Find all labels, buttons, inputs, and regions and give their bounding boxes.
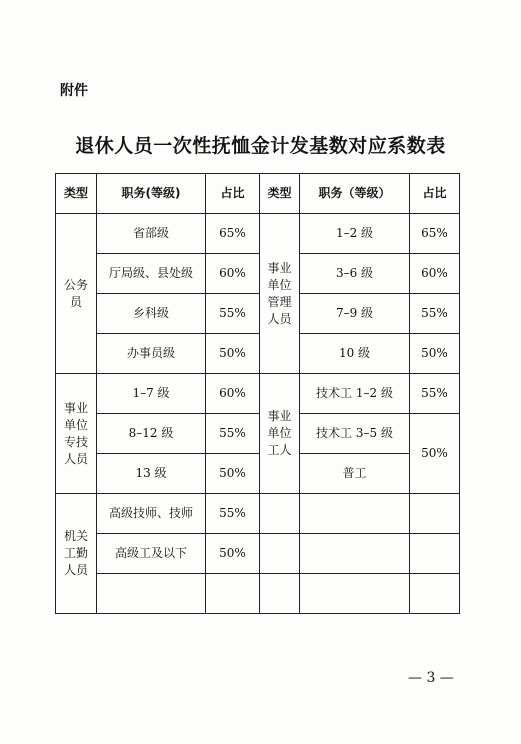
right-ratio-cell: 65% — [410, 214, 460, 254]
table-row — [56, 214, 460, 254]
right-position-cell: 普工 — [300, 454, 410, 494]
left-ratio-cell: 55% — [206, 294, 260, 334]
group-institution-mgmt — [260, 214, 300, 374]
empty-cell — [260, 574, 300, 614]
table-row — [56, 414, 460, 454]
group-label: 公务员 — [64, 277, 89, 309]
empty-cell — [260, 534, 300, 574]
left-position-cell: 高级技师、技师 — [97, 494, 206, 534]
left-position-cell: 8–12 级 — [97, 414, 206, 454]
page-number: — 3 — — [408, 670, 454, 686]
header-left-ratio: 占比 — [206, 174, 260, 214]
left-position-cell: 13 级 — [97, 454, 206, 494]
table-row — [56, 374, 460, 414]
left-ratio-cell: 50% — [206, 454, 260, 494]
empty-cell — [410, 574, 460, 614]
table-row — [56, 254, 460, 294]
group-label: 机关工勤人员 — [64, 529, 89, 577]
table-row — [56, 294, 460, 334]
right-position-cell: 技术工 3–5 级 — [300, 414, 410, 454]
left-ratio-cell: 65% — [206, 214, 260, 254]
document-title: 退休人员一次性抚恤金计发基数对应系数表 — [75, 135, 446, 157]
group-label: 事业单位工人 — [267, 409, 292, 457]
table-row — [56, 334, 460, 374]
empty-cell — [300, 534, 410, 574]
right-position-cell: 3–6 级 — [300, 254, 410, 294]
header-right-position: 职务（等级） — [300, 174, 410, 214]
empty-cell — [260, 494, 300, 534]
left-position-cell: 乡科级 — [97, 294, 206, 334]
left-position-cell: 1–7 级 — [97, 374, 206, 414]
group-agency-worker — [56, 494, 97, 614]
right-position-cell: 1–2 级 — [300, 214, 410, 254]
left-ratio-cell: 50% — [206, 334, 260, 374]
empty-cell — [300, 574, 410, 614]
right-ratio-cell: 60% — [410, 254, 460, 294]
left-position-cell: 厅局级、县处级 — [97, 254, 206, 294]
left-position-cell: 省部级 — [97, 214, 206, 254]
left-ratio-cell: 55% — [206, 414, 260, 454]
table-row — [56, 454, 460, 494]
right-ratio-cell: 55% — [410, 294, 460, 334]
left-position-cell: 高级工及以下 — [97, 534, 206, 574]
left-ratio-cell: 55% — [206, 494, 260, 534]
right-ratio-cell: 55% — [410, 374, 460, 414]
header-right-ratio: 占比 — [410, 174, 460, 214]
group-institution-worker — [260, 374, 300, 494]
attachment-label: 附件 — [60, 83, 88, 99]
coefficient-table — [55, 173, 460, 614]
right-position-cell: 7–9 级 — [300, 294, 410, 334]
header-left-position: 职务(等级) — [97, 174, 206, 214]
header-right-type: 类型 — [260, 174, 300, 214]
group-civil-servant — [56, 214, 97, 374]
table-header-row — [56, 174, 460, 214]
left-position-cell — [97, 574, 206, 614]
left-ratio-cell: 50% — [206, 534, 260, 574]
empty-cell — [410, 494, 460, 534]
header-left-type: 类型 — [56, 174, 97, 214]
left-ratio-cell: 60% — [206, 374, 260, 414]
left-ratio-cell — [206, 574, 260, 614]
empty-cell — [300, 494, 410, 534]
left-ratio-cell: 60% — [206, 254, 260, 294]
empty-cell — [410, 534, 460, 574]
left-position-cell: 办事员级 — [97, 334, 206, 374]
table-row — [56, 534, 460, 574]
group-institution-tech — [56, 374, 97, 494]
right-position-cell: 技术工 1–2 级 — [300, 374, 410, 414]
table-row — [56, 494, 460, 534]
right-ratio-cell: 50% — [410, 414, 460, 494]
group-label: 事业单位管理人员 — [267, 260, 292, 326]
right-position-cell: 10 级 — [300, 334, 410, 374]
table-row — [56, 574, 460, 614]
group-label: 事业单位专技人员 — [64, 400, 89, 466]
right-ratio-cell: 50% — [410, 334, 460, 374]
